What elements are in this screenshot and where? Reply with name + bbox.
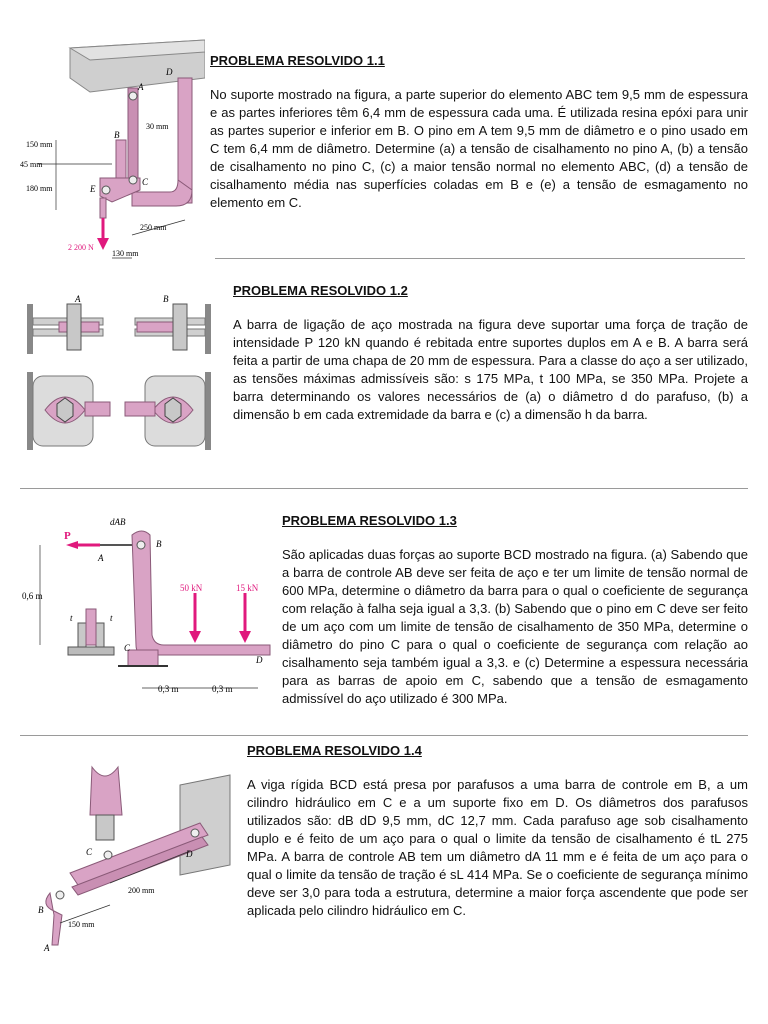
label-D: D	[186, 849, 193, 859]
dim-150: 150 mm	[68, 920, 95, 929]
dim-150: 150 mm	[26, 140, 53, 149]
dim-130: 130 mm	[112, 249, 139, 258]
label-B: B	[114, 130, 120, 140]
label-C: C	[124, 643, 131, 653]
label-A: A	[98, 553, 104, 563]
label-P: P	[64, 530, 71, 542]
label-B: B	[156, 539, 162, 549]
problem-1-3-title: PROBLEMA RESOLVIDO 1.3	[282, 513, 457, 528]
figure-1-1	[20, 30, 205, 265]
load-15kN: 15 kN	[236, 583, 259, 593]
label-B: B	[163, 294, 169, 304]
label-D: D	[256, 655, 263, 665]
divider-1	[215, 258, 745, 259]
problem-1-1-title: PROBLEMA RESOLVIDO 1.1	[210, 53, 385, 68]
label-E: E	[90, 184, 96, 194]
problem-1-2-title: PROBLEMA RESOLVIDO 1.2	[233, 283, 408, 298]
dim-0-3m-a: 0,3 m	[158, 684, 179, 694]
label-A: A	[138, 82, 144, 92]
label-dAB: dAB	[110, 517, 126, 527]
dim-250: 250 mm	[140, 223, 167, 232]
figure-1-3	[20, 505, 275, 705]
label-D: D	[166, 67, 173, 77]
problem-1-3-text: São aplicadas duas forças ao suporte BCD mostrado na figura. (a) Sabendo que a barra de controle AB deve ser feita de aço e ter um limite de tensão normal de 600 MPa, determine o diâmetro da barra para o qual o coeficiente de segurança com relação à falha seja igual a 3,3. (b) Sabendo que o pino em C deve ser feito de um aço com um limite de tensão de cisalhamento de 350 MPa, determine o diâmetro do pino C para o qual o coeficiente de segurança com relação ao cisalhamento seja também igual a 3,3. e (c) Determine a espessura necessária para as barras de apoio em C, sabendo que a tensão de esmagamento admissível do aço utilizado é 300 MPa.	[282, 547, 748, 706]
label-C: C	[142, 177, 149, 187]
label-t-left: t	[70, 613, 73, 623]
problem-1-1-text: No suporte mostrado na figura, a parte superior do elemento ABC tem 9,5 mm de espessura e as partes inferiores têm 6,4 mm de espessura cada uma. É utilizada resina epóxi para unir as partes superior e inferior em B. O pino em A tem 9,5 mm de diâmetro e o pino usado em C tem 6,4 mm de diâmetro. Determine (a) a tensão de cisalhamento no pino A, (b) a tensão de cisalhamento no pino C, (c) a maior tensão normal no elemento ABC, (d) a tensão de cisalhamento média nas superfícies coladas em B e (e) a tensão de esmagamento no elemento em C.	[210, 87, 748, 210]
problem-1-4-text: A viga rígida BCD está presa por parafusos a uma barra de controle em B, a um cilindro hidráulico em C e a um suporte fixo em D. Os diâmetros dos parafusos utilizados são: dB dD 9,5 mm, dC 12,7 mm. Cada parafuso age sob cisalhamento duplo e é feito de um aço para o qual o limite da tensão de cisalhamento é tL 275 MPa. A barra de controle AB tem um diâmetro dA 11 mm e é feita de um aço para o qual o limite da tensão de tração é sL 414 MPa. Se o coeficiente de segurança mínimo deve ser 3,0 para toda a estrutura, determine a maior força ascendente que pode ser aplicada pelo cilindro hidráulico em C.	[247, 777, 748, 918]
label-B: B	[38, 905, 44, 915]
label-t-right: t	[110, 613, 113, 623]
dim-0-6m: 0,6 m	[22, 591, 43, 601]
load-label: 2 200 N	[68, 243, 94, 252]
dim-30: 30 mm	[146, 122, 169, 131]
label-A: A	[75, 294, 81, 304]
dim-45: 45 mm	[20, 160, 43, 169]
figure-1-2	[25, 292, 213, 450]
divider-2	[20, 488, 748, 489]
label-A: A	[44, 943, 50, 953]
dim-200: 200 mm	[128, 886, 155, 895]
problem-1-2-text: A barra de ligação de aço mostrada na figura deve suportar uma força de tração de intensidade P 120 kN quando é rebitada entre suportes duplos em A e B. A barra será feita a partir de uma chapa de 20 mm de espessura. Para a classe do aço a ser utilizado, as tensões máximas admissíveis são: s 175 MPa, t 100 MPa, se 350 MPa. Projete a barra determinando os valores necessários de (a) o diâmetro d do parafuso, (b) a dimensão b em cada extremidade da barra e (c) a dimensão h da barra.	[233, 317, 748, 422]
dim-0-3m-b: 0,3 m	[212, 684, 233, 694]
dim-180: 180 mm	[26, 184, 53, 193]
divider-3	[20, 735, 748, 736]
label-C: C	[86, 847, 93, 857]
figure-1-4	[30, 755, 245, 955]
load-50kN: 50 kN	[180, 583, 203, 593]
problem-1-4-title: PROBLEMA RESOLVIDO 1.4	[247, 743, 422, 758]
